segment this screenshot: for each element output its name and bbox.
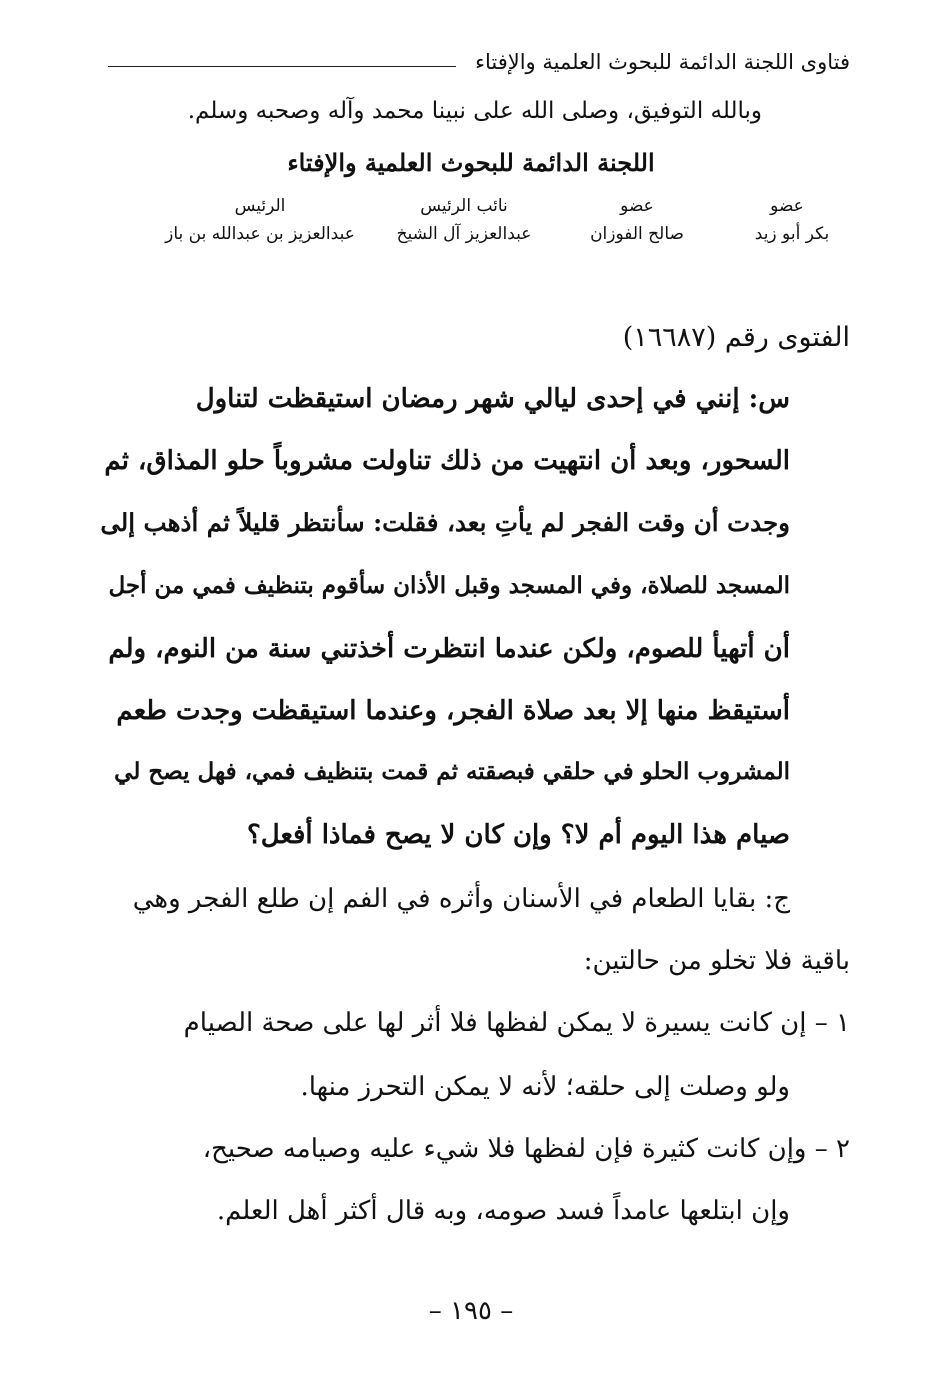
question-line: السحور، وبعد أن انتهيت من ذلك تناولت مشروباً حلو المذاق، ثم: [104, 446, 790, 476]
question-line: المسجد للصلاة، وفي المسجد وقبل الأذان سأقوم بتنظيف فمي من أجل: [108, 572, 790, 599]
page-number: – ١٩٥ –: [428, 1296, 514, 1326]
answer-line: باقية فلا تخلو من حالتين:: [583, 946, 850, 976]
signatory-name: بكر أبو زيد: [754, 224, 830, 244]
header-rule: [108, 66, 456, 67]
signatory-vice-president: [388, 196, 540, 244]
signatory-member-2: [572, 196, 702, 244]
signatory-role: عضو: [770, 196, 804, 216]
answer-line: ج: بقايا الطعام في الأسنان وأثره في الفم إن طلع الفجر وهي: [132, 884, 790, 914]
question-line: س: إنني في إحدى ليالي شهر رمضان استيقظت لتناول: [195, 384, 790, 414]
signatory-name: عبدالعزيز آل الشيخ: [396, 224, 532, 244]
running-header: [108, 46, 850, 86]
question-line: وجدت أن وقت الفجر لم يأتِ بعد، فقلت: سأنتظر قليلاً ثم أذهب إلى: [100, 508, 790, 537]
fatwa-number: الفتوى رقم (١٦٦٨٧): [622, 322, 850, 353]
committee-name: اللجنة الدائمة للبحوث العلمية والإفتاء: [287, 148, 655, 177]
list-item-line: ١ – إن كانت يسيرة لا يمكن لفظها فلا أثر لها على صحة الصيام: [183, 1008, 850, 1038]
closing-line: وبالله التوفيق، وصلى الله على نبينا محمد وآله وصحبه وسلم.: [187, 98, 762, 124]
question-line: صيام هذا اليوم أم لا؟ وإن كان لا يصح فماذا أفعل؟: [246, 820, 790, 850]
list-item-line: ٢ – وإن كانت كثيرة فإن لفظها فلا شيء عليه وصيامه صحيح،: [202, 1134, 850, 1164]
signatory-name: صالح الفوزان: [590, 224, 684, 244]
question-line: أن أتهيأ للصوم، ولكن عندما انتظرت أخذتني سنة من النوم، ولم: [108, 634, 790, 664]
list-item-line: ولو وصلت إلى حلقه؛ لأنه لا يمكن التحرز منها.: [300, 1072, 790, 1102]
signatory-role: الرئيس: [234, 196, 286, 216]
header-title: فتاوى اللجنة الدائمة للبحوث العلمية والإفتاء: [475, 50, 850, 74]
signatory-name: عبدالعزيز بن عبدالله بن باز: [165, 224, 355, 244]
list-item-line: وإن ابتلعها عامداً فسد صومه، وبه قال أكثر أهل العلم.: [216, 1196, 790, 1226]
signatory-member-1: [742, 196, 842, 244]
signatory-role: عضو: [620, 196, 654, 216]
question-line: المشروب الحلو في حلقي فبصقته ثم قمت بتنظيف فمي، فهل يصح لي: [114, 758, 790, 785]
signatory-president: [156, 196, 364, 244]
question-line: أستيقظ منها إلا بعد صلاة الفجر، وعندما استيقظت وجدت طعم: [116, 696, 790, 726]
signatory-role: نائب الرئيس: [420, 196, 508, 216]
